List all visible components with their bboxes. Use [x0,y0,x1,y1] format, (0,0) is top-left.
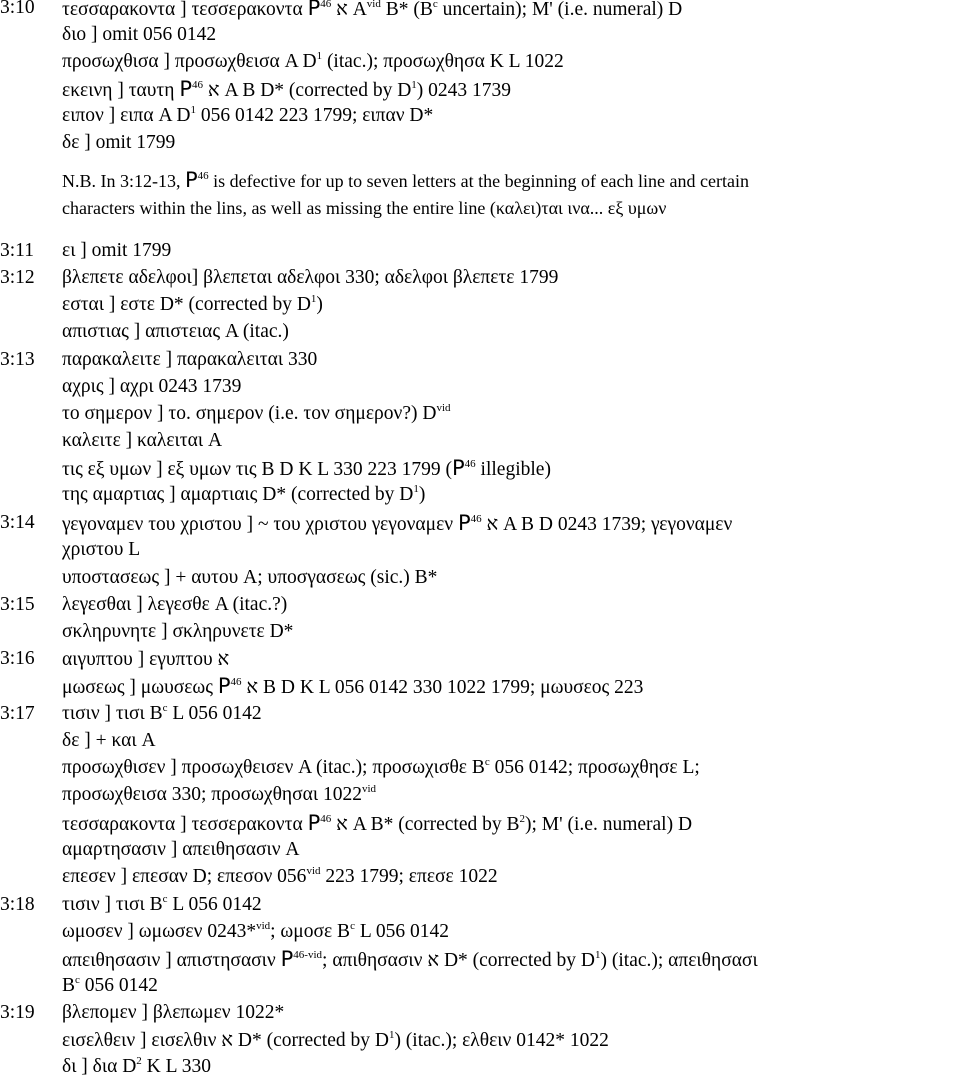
verse-number: 3:12 [0,267,35,288]
apparatus-line [0,101,960,131]
variant-text: προσωχθισεν ] προσωχθεισεν A (itac.); προσωχισθε $B^c$ 056 0142; προσωχθησε L; [62,756,700,778]
variant-text: ωμοσεν ] ωμωσεν 0243*$^{vid}$; ωμοσε $B^c$ L 056 0142 [62,920,450,942]
apparatus-line [0,699,960,729]
variant-text: παρακαλειτε ] παρακαλειται 330 [62,349,318,370]
apparatus-line [0,47,960,77]
variant-text: δε ] + και A [62,730,156,751]
variant-text: γεγοναμεν του χριστου ] ~ του χριστου γεγοναμεν $P^{46}$ א A B D 0243 1739; γεγοναμεν [62,511,733,535]
variant-text: καλειτε ] καλειται A [62,430,223,451]
apparatus-line [0,74,960,104]
apparatus-line [0,617,960,647]
apparatus-line [0,1025,960,1055]
variant-text: βλεπετε αδελφοι] βλεπεται αδελφοι 330; αδελφοι βλεπετε 1799 [62,267,559,288]
variant-text: δι ] δια $D^2$ K L 330 [62,1055,211,1077]
variant-text: μωσεως ] μωυσεως $P^{46}$ א B D K L 056 0142 330 1022 1799; μωυσεος 223 [62,674,644,698]
apparatus-line [0,563,960,593]
verse-number: 3:19 [0,1002,35,1023]
variant-text: διο ] omit 056 0142 [62,24,217,45]
apparatus-line [0,590,960,620]
apparatus-line [0,671,960,701]
apparatus-line [0,998,960,1028]
apparatus-line [0,480,960,510]
variant-text: επεσεν ] επεσαν D; επεσον $056^{vid}$ 223 1799; επεσε 1022 [62,865,498,887]
variant-text: λεγεσθαι ] λεγεσθε A (itac.?) [62,594,288,615]
variant-text: το σημερον ] το. σημερον (i.e. τον σημερον?) $D^{vid}$ [62,402,451,424]
verse-number: 3:17 [0,703,35,724]
note-text: N.B. In 3:12-13, $P^{46}$ is defective for up to seven letters at the beginning of each line and certain [62,168,749,192]
variant-text: $B^c$ 056 0142 [62,974,158,996]
apparatus-line [0,128,960,158]
note-line [0,193,960,223]
verse-number: 3:15 [0,594,35,615]
apparatus-line [0,263,960,293]
variant-text: αμαρτησασιν ] απειθησασιν A [62,839,300,860]
apparatus-line [0,835,960,865]
variant-text: προσωχθεισα 330; προσωχθησαι $1022^{vid}$ [62,783,377,805]
variant-text: τεσσαρακοντα ] τεσσερακοντα $P^{46}$ א $A^{vid}$ B* ($B^c$ uncertain); M' (i.e. numeral) D [62,0,683,20]
variant-text: απιστιας ] απιστειας A (itac.) [62,321,289,342]
apparatus-line [0,426,960,456]
apparatus-line [0,290,960,320]
apparatus-line [0,372,960,402]
variant-text: τισιν ] τισι $B^c$ L 056 0142 [62,893,262,915]
apparatus-line [0,1052,960,1082]
apparatus-line [0,508,960,538]
verse-number: 3:13 [0,349,35,370]
apparatus-line [0,944,960,974]
variant-text: τισιν ] τισι $B^c$ L 056 0142 [62,702,262,724]
verse-number: 3:11 [0,240,34,261]
variant-text: τεσσαρακοντα ] τεσσερακοντα $P^{46}$ א A B* (corrected by $B^2$); M' (i.e. numeral) D [62,811,693,835]
apparatus-line [0,453,960,483]
variant-text: ειπον ] ειπα A $D^1$ 056 0142 223 1799; ειπαν D* [62,104,434,126]
variant-text: προσωχθισα ] προσωχθεισα A $D^1$ (itac.); προσωχθησα K L 1022 [62,50,564,72]
apparatus-line [0,917,960,947]
variant-text: εσται ] εστε D* (corrected by $D^1$) [62,293,323,315]
variant-text: αιγυπτου ] εγυπτου א [62,647,230,670]
apparatus-line [0,862,960,892]
variant-text: εκεινη ] ταυτη $P^{46}$ א A B D* (corrected by $D^1$) 0243 1739 [62,77,512,101]
verse-number: 3:18 [0,894,35,915]
apparatus-line [0,399,960,429]
variant-text: απειθησασιν ] απιστησασιν $P^{46-vid}$; απιθησασιν א D* (corrected by $D^1$) (itac.); απειθησασι [62,947,758,971]
apparatus-line [0,644,960,674]
apparatus-line [0,345,960,375]
apparatus-line [0,535,960,565]
apparatus-line [0,317,960,347]
apparatus-line [0,753,960,783]
apparatus-line [0,780,960,810]
apparatus-line [0,890,960,920]
variant-text: δε ] omit 1799 [62,132,176,153]
variant-text: βλεπομεν ] βλεπωμεν 1022* [62,1002,285,1023]
verse-number: 3:16 [0,648,35,669]
apparatus-line [0,20,960,50]
variant-text: εισελθειν ] εισελθιν א D* (corrected by $D^1$) (itac.); ελθειν 0142* 1022 [62,1028,609,1051]
variant-text: χριστου L [62,539,141,560]
variant-text: ει ] omit 1799 [62,240,172,261]
variant-text: αχρις ] αχρι 0243 1739 [62,376,242,397]
variant-text: τις εξ υμων ] εξ υμων τις B D K L 330 223 1799 ($P^{46}$ illegible) [62,456,551,480]
variant-text: της αμαρτιας ] αμαρτιαις D* (corrected by $D^1$) [62,483,426,505]
note-line [0,165,960,195]
variant-text: υποστασεως ] + αυτου A; υποσγασεως (sic.) B* [62,567,438,588]
apparatus-line [0,971,960,1001]
apparatus-line [0,236,960,266]
verse-number: 3:10 [0,0,35,18]
note-text: characters within the lins, as well as missing the entire line (καλει)ται ινα... εξ υμων [62,198,667,218]
verse-number: 3:14 [0,512,35,533]
apparatus-line [0,726,960,756]
variant-text: σκληρυνητε ] σκληρυνετε D* [62,621,294,642]
apparatus-line [0,808,960,838]
